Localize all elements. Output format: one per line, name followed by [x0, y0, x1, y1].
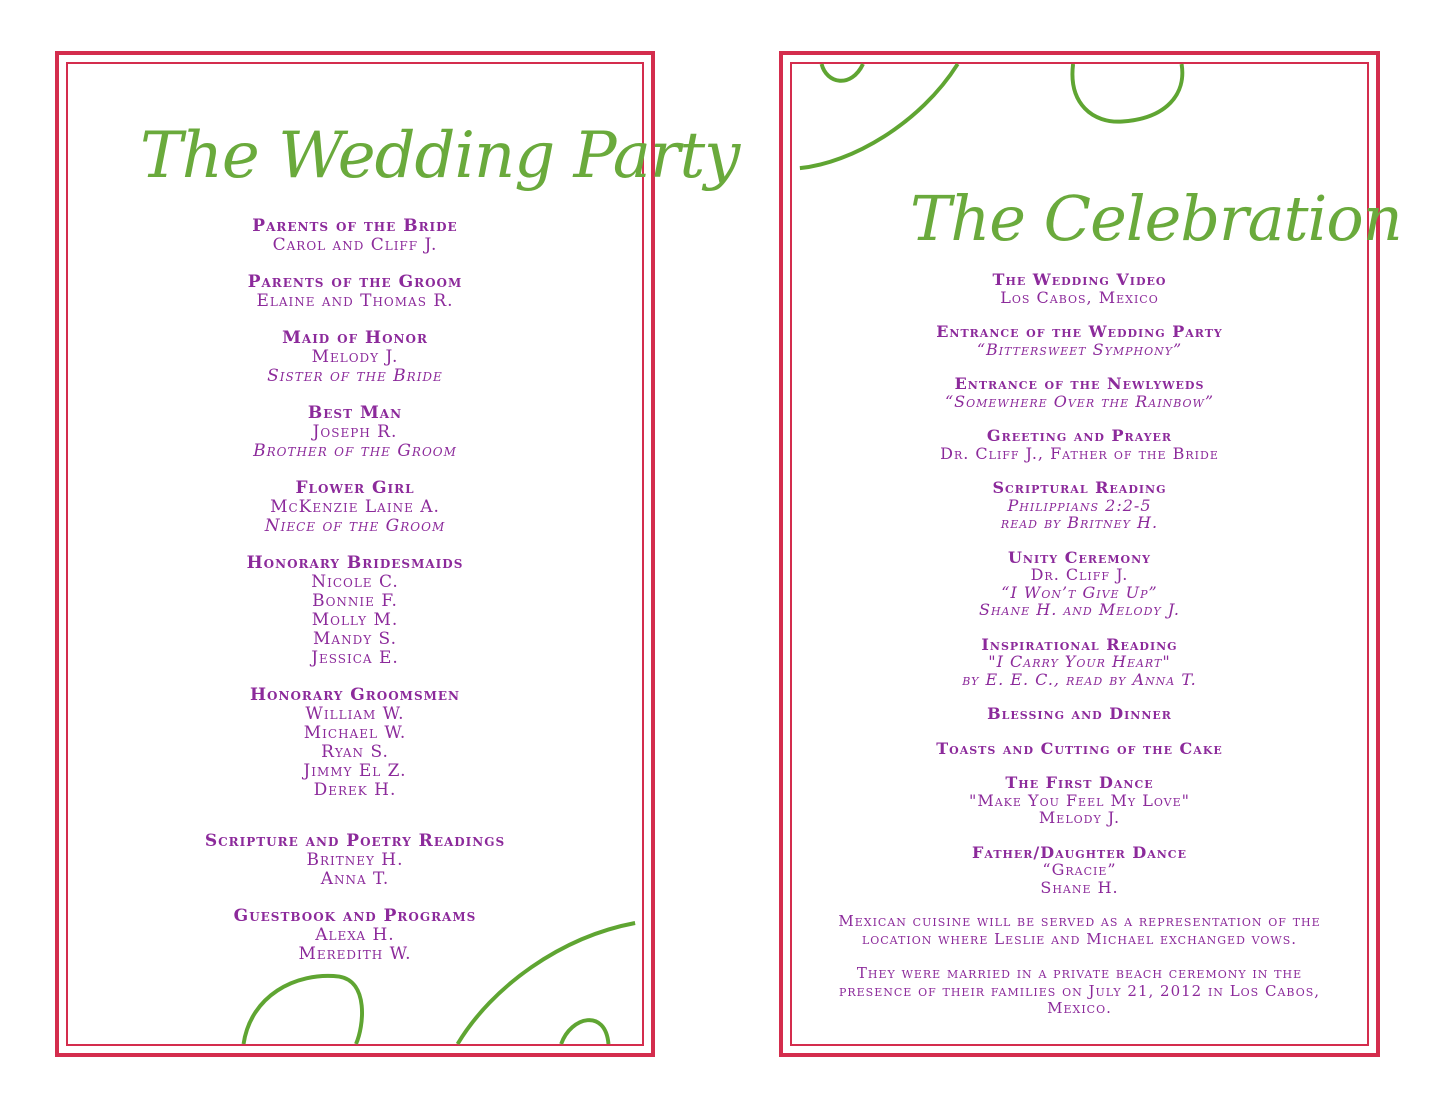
section-heading: Scripture and Poetry Readings: [204, 831, 506, 851]
section-line: Bonnie F.: [312, 591, 398, 611]
section-heading: Toasts and Cutting of the Cake: [936, 738, 1223, 758]
program-section: [68, 273, 642, 311]
inner-frame: [66, 62, 740, 1046]
program-section: [792, 636, 1367, 689]
spacer: [68, 818, 642, 832]
section-line: Jimmy El Z.: [303, 761, 407, 781]
section-line: Molly M.: [311, 610, 399, 630]
section-line: Philippians 2:2-5: [1007, 495, 1152, 515]
section-line: “I Won’t Give Up”: [1001, 582, 1158, 602]
inner-frame: [790, 62, 1402, 1046]
section-line: Alexa H.: [315, 925, 395, 945]
program-section: [792, 323, 1367, 358]
closing-note: Mexican cuisine will be served as a representation of the location where Leslie and Michael exchanged vows.: [838, 912, 1321, 948]
section-heading: Best Man: [307, 403, 403, 423]
section-heading: Scriptural Reading: [992, 478, 1167, 497]
wedding-party-card: [55, 51, 740, 1057]
section-line: Elaine and Thomas R.: [256, 291, 454, 311]
section-heading: Flower Girl: [295, 478, 415, 498]
section-heading: Father/Daughter Dance: [972, 842, 1187, 862]
section-line: Jessica E.: [311, 648, 399, 668]
section-line: Melody J.: [311, 347, 399, 367]
section-heading: The First Dance: [1005, 773, 1154, 792]
section-heading: The Wedding Video: [992, 270, 1167, 289]
wedding-party-title: The Wedding Party: [140, 119, 740, 193]
wedding-party-list: [68, 217, 642, 982]
section-line: Shane H. and Melody J.: [979, 600, 1180, 619]
program-section: [68, 832, 642, 889]
program-section: [792, 740, 1367, 758]
section-line: by E. E. C., read by Anna T.: [962, 669, 1197, 689]
section-line: Ryan S.: [321, 742, 389, 762]
section-line: Anna T.: [320, 869, 390, 889]
section-heading: Entrance of the Wedding Party: [936, 322, 1223, 341]
program-section: [792, 375, 1367, 410]
celebration-list: [792, 271, 1367, 1035]
section-line: Nicole C.: [311, 572, 399, 592]
program-section: [792, 271, 1367, 306]
section-heading: Parents of the Groom: [247, 272, 463, 292]
section-line: Los Cabos, Mexico: [1000, 287, 1159, 307]
section-line: "I Carry Your Heart": [988, 652, 1171, 671]
section-heading: Parents of the Bride: [252, 216, 458, 236]
program-section: [792, 774, 1367, 827]
closing-note: They were married in a private beach ceremony in the presence of their families on July 21, 2012 in Los Cabos, Mexico.: [838, 964, 1321, 1017]
program-section: [68, 686, 642, 800]
section-heading: Honorary Bridesmaids: [246, 553, 464, 573]
section-line: “Bittersweet Symphony”: [976, 339, 1183, 359]
program-section: [68, 479, 642, 536]
section-heading: Greeting and Prayer: [986, 426, 1173, 445]
section-line: "Make You Feel My Love": [968, 790, 1191, 810]
section-line: Brother of the Groom: [253, 441, 457, 461]
section-line: Dr. Cliff J.: [1030, 565, 1129, 584]
section-line: William W.: [305, 704, 405, 724]
section-line: Michael W.: [303, 723, 407, 743]
section-heading: Inspirational Reading: [981, 634, 1178, 654]
program-section: [68, 329, 642, 386]
section-heading: Entrance of the Newlyweds: [954, 374, 1205, 393]
section-line: Melody J.: [1038, 808, 1121, 827]
section-heading: Blessing and Dinner: [987, 704, 1172, 723]
section-line: Britney H.: [306, 850, 404, 870]
celebration-card: [779, 51, 1402, 1057]
program-section: [68, 554, 642, 668]
section-heading: Honorary Groomsmen: [249, 685, 461, 705]
section-line: Shane H.: [1040, 877, 1119, 897]
section-line: Meredith W.: [298, 944, 412, 964]
program-section: [792, 549, 1367, 619]
program-section: [68, 907, 642, 964]
program-section: [792, 427, 1367, 462]
section-line: Carol and Cliff J.: [272, 235, 438, 255]
section-line: Niece of the Groom: [264, 516, 446, 536]
section-heading: Guestbook and Programs: [233, 906, 477, 926]
program-section: [792, 479, 1367, 532]
program-section: [792, 705, 1367, 723]
section-line: “Gracie”: [1042, 860, 1117, 879]
section-line: Sister of the Bride: [267, 366, 443, 386]
section-line: McKenzie Laine A.: [270, 497, 440, 517]
section-line: read by Britney H.: [1000, 513, 1159, 532]
section-heading: Maid of Honor: [282, 328, 428, 348]
section-line: Dr. Cliff J., Father of the Bride: [940, 443, 1219, 463]
section-line: “Somewhere Over the Rainbow”: [944, 391, 1215, 411]
section-heading: Unity Ceremony: [1007, 547, 1152, 567]
program-section: [792, 844, 1367, 897]
program-section: [68, 217, 642, 255]
section-line: Joseph R.: [312, 422, 398, 442]
section-line: Mandy S.: [313, 629, 397, 649]
celebration-title: The Celebration: [910, 182, 1402, 255]
program-section: [68, 404, 642, 461]
section-line: Derek H.: [313, 780, 397, 800]
